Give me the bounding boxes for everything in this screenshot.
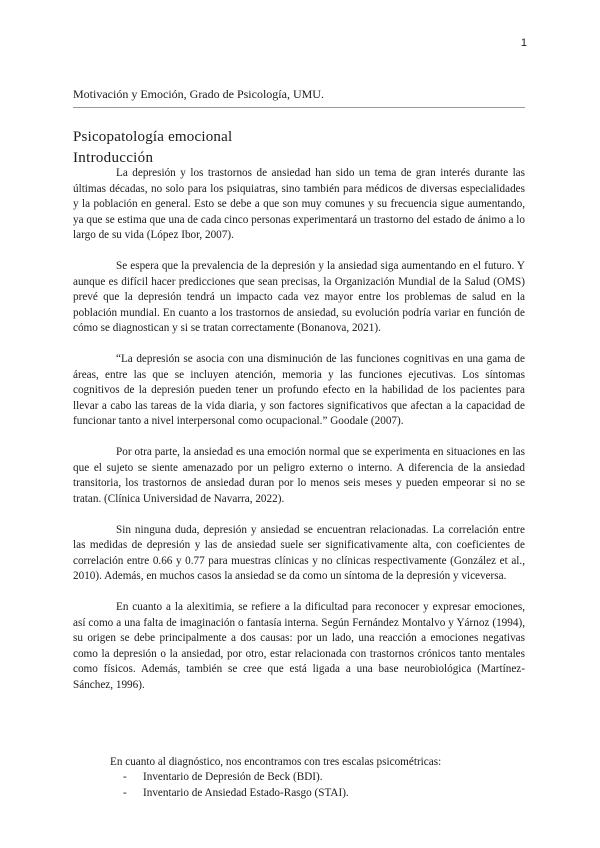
running-header: Motivación y Emoción, Grado de Psicología, UMU. [73, 87, 324, 101]
list-intro: En cuanto al diagnóstico, nos encontramos con tres escalas psicométricas: [110, 755, 442, 768]
list-item: - Inventario de Depresión de Beck (BDI). [123, 770, 525, 786]
paragraph-4: Por otra parte, la ansiedad es una emoción normal que se experimenta en situaciones en las que el sujeto se siente amenazado por un peligro externo o interno. A diferencia de la ansiedad transitoria, los trastornos de ansiedad duran por lo menos seis meses y pueden empeorar si no se tratan. (Clínica Universidad de Navarra, 2022). [73, 446, 525, 505]
paragraph-6: En cuanto a la alexitimia, se refiere a la dificultad para reconocer y expresar emociones, así como a una falta de imaginación o fantasía interna. Según Fernández Montalvo y Yárnoz (1994), su origen se debe principalmente a dos causas: por un lado, una reacción a emociones negativas como la depresión o la ansiedad, por otro, estar relacionada con trastornos crónicos tanto mentales como físicos. Además, también se cree que está ligada a una base neurobiológica (Martínez-Sánchez, 1996). [73, 601, 525, 691]
spacer [73, 709, 525, 755]
paragraph-2: Se espera que la prevalencia de la depresión y la ansiedad siga aumentando en el futuro. Y aunque es difícil hacer predicciones que sean precisas, la Organización Mundial de la Salud (OMS) prevé que la depresión tendrá un impacto cada vez mayor entre los problemas de salud en la población mundial. En cuanto a los trastornos de ansiedad, su evolución podría variar en función de cómo se diagnostican y si se tratan correctamente (Bonanova, 2021). [73, 260, 525, 334]
body-text [73, 166, 525, 801]
header-divider [73, 107, 525, 108]
scales-list [73, 770, 525, 801]
paragraph-5: Sin ninguna duda, depresión y ansiedad se encuentran relacionadas. La correlación entre las medidas de depresión y las de ansiedad suele ser significativamente alta, con coeficientes de correlación entre 0.66 y 0.77 para muestras clínicas y no clínicas respectivamente (González et al., 2010). Además, en muchos casos la ansiedad se da como un síntoma de la depresión y viceversa. [73, 523, 525, 582]
section-heading: Introducción [73, 150, 154, 166]
list-item: - Inventario de Ansiedad Estado-Rasgo (STAI). [123, 786, 525, 802]
paragraph-3: “La depresión se asocia con una disminución de las funciones cognitivas en una gama de áreas, entre las que se incluyen atención, memoria y las funciones ejecutivas. Los síntomas cognitivos de la depresión pueden tener un profundo efecto en la habilidad de los pacientes para llevar a cabo las tareas de la vida diaria, y son factores significativos que afectan a la capacidad de funcionar tanto a nivel interpersonal como ocupacional.” Goodale (2007). [73, 353, 525, 427]
document-title: Psicopatología emocional [73, 129, 233, 145]
page-number: 1 [520, 37, 527, 49]
paragraph-1: La depresión y los trastornos de ansiedad han sido un tema de gran interés durante las últimas décadas, no solo para los psiquiatras, sino también para médicos de diversas especialidades y la población en general. Esto se debe a que son muy comunes y su frecuencia sigue aumentando, ya que se estima que una de cada cinco personas experimentará un trastorno del estado de ánimo a lo largo de su vida (López Ibor, 2007). [73, 167, 525, 241]
